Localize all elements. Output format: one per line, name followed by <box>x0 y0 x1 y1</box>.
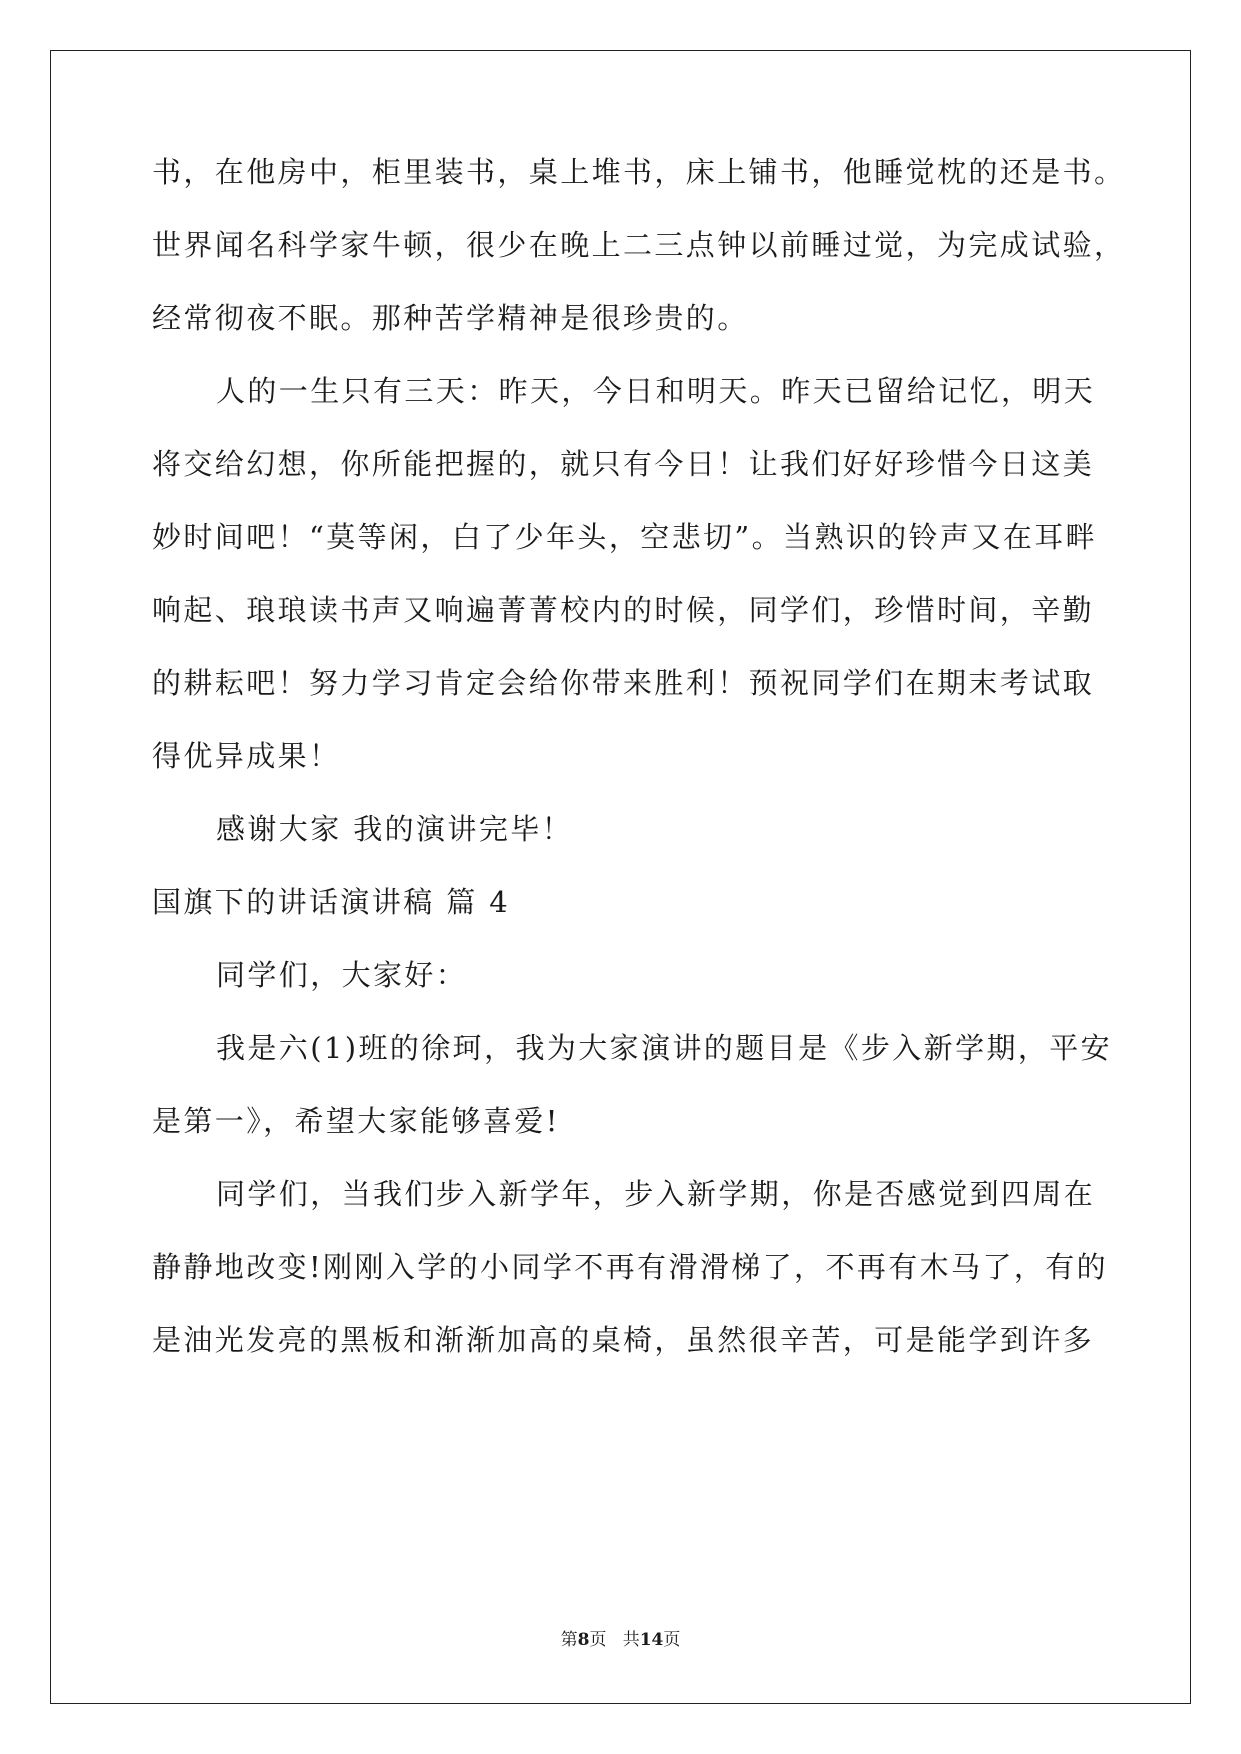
body-line-15: 同学们，当我们步入新学年，步入新学期，你是否感觉到四周在 <box>216 1177 1096 1211</box>
body-line-14: 是第一》，希望大家能够喜爱! <box>152 1104 560 1138</box>
section-heading: 国旗下的讲话演讲稿 篇 4 <box>152 885 511 919</box>
footer-prefix: 第 <box>560 1630 578 1650</box>
body-line-1: 书，在他房中，柜里装书，桌上堆书，床上铺书，他睡觉枕的还是书。 <box>152 155 1126 189</box>
body-line-5: 将交给幻想，你所能把握的，就只有今日！让我们好好珍惜今日这美 <box>152 447 1095 481</box>
body-line-16: 静静地改变!刚刚入学的小同学不再有滑滑梯了，不再有木马了，有的 <box>152 1250 1109 1284</box>
footer-total-prefix: 共 <box>622 1630 640 1650</box>
footer-total-pages: 14 <box>639 1630 664 1650</box>
body-line-3: 经常彻夜不眠。那种苦学精神是很珍贵的。 <box>152 301 749 335</box>
closing-line: 感谢大家 我的演讲完毕！ <box>216 812 574 846</box>
footer-total-suffix: 页 <box>663 1630 681 1650</box>
body-line-6: 妙时间吧！“莫等闲，白了少年头，空悲切”。当熟识的铃声又在耳畔 <box>152 520 1098 554</box>
footer-page-suffix: 页 <box>589 1630 607 1650</box>
body-line-9: 得优异成果！ <box>152 739 341 773</box>
footer-page-number: 8 <box>577 1630 590 1650</box>
body-line-17: 是油光发亮的黑板和渐渐加高的桌椅，虽然很辛苦，可是能学到许多 <box>152 1323 1095 1357</box>
body-line-8: 的耕耘吧！努力学习肯定会给你带来胜利！预祝同学们在期末考试取 <box>152 666 1095 700</box>
body-line-13: 我是六(1)班的徐珂，我为大家演讲的题目是《步入新学期，平安 <box>216 1031 1113 1065</box>
body-line-7: 响起、琅琅读书声又响遍菁菁校内的时候，同学们，珍惜时间，辛勤 <box>152 593 1095 627</box>
body-line-4: 人的一生只有三天：昨天，今日和明天。昨天已留给记忆，明天 <box>216 374 1096 408</box>
body-line-2: 世界闻名科学家牛顿，很少在晚上二三点钟以前睡过觉，为完成试验， <box>152 228 1126 262</box>
greeting-line: 同学们，大家好： <box>216 958 468 992</box>
page-footer <box>0 1625 1241 1650</box>
